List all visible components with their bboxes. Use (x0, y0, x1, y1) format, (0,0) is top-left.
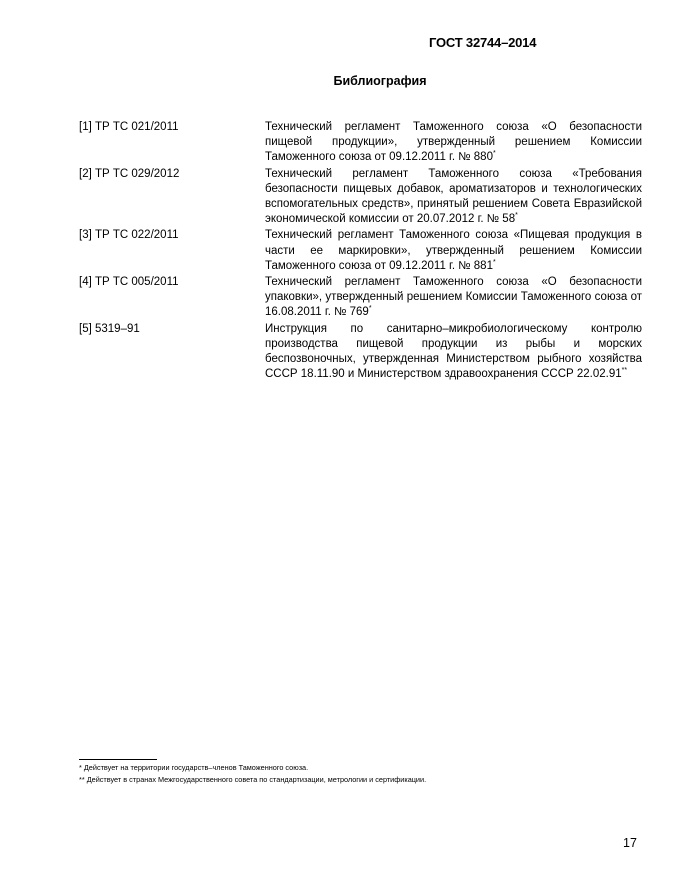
entry-key: [2] ТР ТС 029/2012 (79, 167, 180, 180)
footnote: * Действует на территории государств–членов Таможенного союза. (79, 763, 309, 772)
entry-text: Технический регламент Таможенного союза «Пищевая продукция в части ее маркировки», утвержденный решением Комиссии Таможенного союза от 09.12.2011 г. № 881* (265, 229, 642, 272)
footnote-mark: * (368, 305, 372, 313)
bibliography-entry (79, 275, 642, 321)
entry-text: Технический регламент Таможенного союза «Требования безопасности пищевых добавок, ароматизаторов и технологических вспомогательных средств», принятый решением Совета Евразийской экономической комиссии от 20.07.2012 г. № 58* (265, 167, 642, 226)
section-title: Библиография (333, 74, 427, 88)
page-number: 17 (623, 836, 637, 850)
footnote-separator (79, 759, 157, 760)
footnotes (79, 762, 426, 785)
entry-key: [5] 5319–91 (79, 322, 140, 335)
bibliography-entry (79, 228, 642, 274)
entry-key: [1] ТР ТС 021/2011 (79, 121, 179, 133)
entry-text: Инструкция по санитарно–микробиологическому контролю производства пищевой продукции из рыбы и морских беспозвоночных, утвержденная Министерством рыбного хозяйства СССР 18.11.90 и Министерством здравоохранения СССР 22.02.91** (265, 322, 642, 381)
footnote: ** Действует в странах Межгосударственного совета по стандартизации, метрологии и сертификации. (79, 774, 427, 784)
footnote-mark: * (492, 150, 496, 158)
bibliography-entry (79, 322, 642, 383)
bibliography-entry (79, 167, 642, 228)
footnote-mark: * (515, 212, 518, 220)
document-header-standard: ГОСТ 32744–2014 (429, 35, 537, 50)
entry-text: Технический регламент Таможенного союза «О безопасности пищевой продукции», утвержденный решением Комиссии Таможенного союза от 09.12.2011 г. № 880* (265, 121, 642, 164)
entry-key: [3] ТР ТС 022/2011 (79, 229, 179, 242)
entry-key: [4] ТР ТС 005/2011 (79, 276, 179, 289)
bibliography-entry (79, 120, 642, 166)
bibliography-list (79, 120, 642, 383)
entry-text: Технический регламент Таможенного союза «О безопасности упаковки», утвержденный решением Комиссии Таможенного союза от 16.08.2011 г. № 769* (265, 276, 642, 319)
footnote-mark: * (492, 259, 496, 266)
footnote-mark: ** (621, 367, 628, 375)
